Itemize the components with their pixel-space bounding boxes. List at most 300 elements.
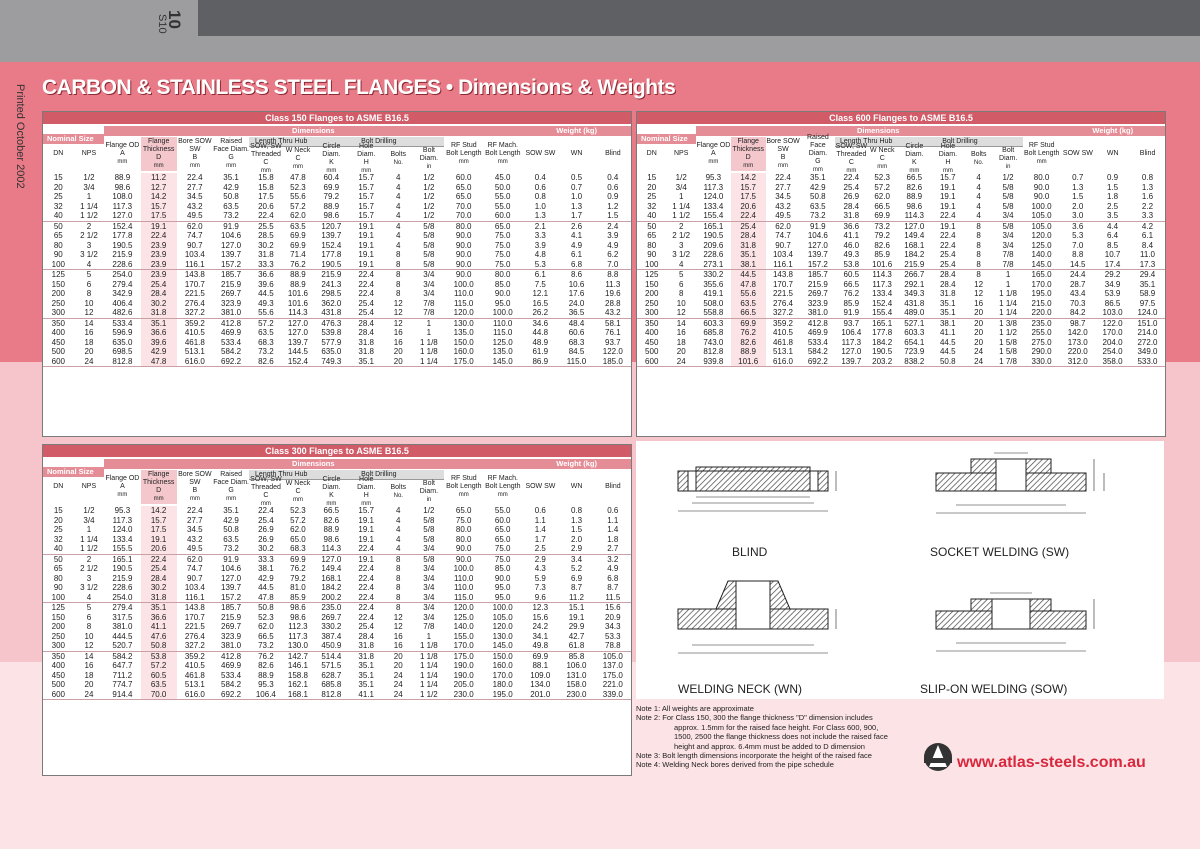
table-cell: 250 (645, 298, 659, 308)
table-cell: 190.0 (453, 661, 474, 670)
table-cell: 1 1/4 (80, 534, 98, 544)
table-cell: 70.0 (455, 201, 472, 211)
table-cell: 0.8 (1141, 173, 1154, 182)
col-header-5 (213, 470, 249, 504)
table-row (43, 250, 631, 260)
table-cell: 109.0 (530, 670, 551, 680)
table-cell: 155.4 (867, 308, 896, 318)
table-cell: 330.2 (321, 622, 342, 631)
table-cell: 6.1 (1141, 231, 1154, 240)
table-cell: 75.0 (494, 554, 511, 564)
table-cell: 596.9 (112, 328, 133, 337)
table-cell: 1/2 (414, 211, 445, 221)
table-cell: 0.5 (570, 173, 583, 182)
table-cell: 269.7 (221, 622, 242, 631)
table-cell: 85.9 (283, 593, 314, 603)
col-header-16 (595, 470, 631, 504)
table-cell: 711.2 (112, 670, 133, 680)
table-cell: 10 (676, 298, 686, 308)
col-header-unit: mm (189, 496, 200, 502)
table-cell: 3/4 (423, 612, 435, 622)
table-cell: 125 (645, 270, 659, 279)
table-cell: 1 (1005, 270, 1011, 279)
table-cell: 150 (51, 279, 65, 289)
table-cell: 133.4 (872, 289, 893, 298)
table-cell: 266.7 (904, 270, 925, 279)
table-cell: 8 (976, 221, 981, 231)
table-cell: 41.1 (349, 690, 382, 700)
col-header-letter: B (192, 154, 198, 161)
col-header-unit: mm (326, 168, 337, 174)
table-cell: 127.0 (104, 211, 140, 221)
table-cell: 692.2 (800, 357, 835, 367)
table-cell: 24 (666, 357, 695, 367)
table-cell: 4.4 (1106, 221, 1119, 231)
atlas-logo (920, 740, 956, 774)
col-header-unit: mm (942, 168, 953, 174)
table-cell: 4.3 (534, 564, 546, 573)
table-cell: 114.3 (872, 270, 892, 279)
table-cell: 18 (84, 670, 94, 680)
table-cell: 1 3/8 (999, 318, 1017, 328)
table-cell: 20 (383, 357, 414, 367)
table-cell: 22.4 (349, 544, 382, 554)
table-cell: 36.6 (141, 328, 177, 338)
table-cell: 155.4 (696, 211, 731, 221)
table-cell: 60.6 (568, 328, 585, 337)
table-cell: 80.0 (1033, 173, 1050, 182)
table-row (637, 250, 1165, 260)
col-header-letter: G (228, 487, 234, 494)
table-cell: 41.1 (939, 328, 956, 337)
table-cell: 5/8 (423, 250, 435, 259)
table-cell: 2.6 (570, 221, 583, 231)
table-cell: 0.9 (1106, 173, 1119, 182)
table-cell: 215.9 (221, 279, 242, 289)
col-header-4 (766, 137, 801, 171)
class600-table (637, 173, 1165, 367)
table-row (43, 574, 631, 584)
table-cell: 533.4 (112, 318, 133, 328)
col-header-label: RF Stud Bolt Length (446, 142, 482, 157)
table-cell: 90.7 (187, 573, 203, 583)
table-cell: 1 1/4 (414, 357, 445, 367)
table-cell: 15.7 (358, 173, 374, 182)
table-cell: 412.8 (221, 318, 242, 328)
table-cell: 3/4 (423, 603, 435, 612)
col-header-unit: mm (326, 501, 337, 507)
col-header-label: DN (53, 483, 64, 490)
col-header-7 (283, 147, 314, 171)
table-cell: 24.4 (1069, 270, 1086, 279)
table-row (43, 680, 631, 690)
table-cell: 115.0 (492, 328, 513, 337)
table-cell: 616.0 (177, 690, 213, 700)
table-cell: 20 (647, 182, 657, 192)
class300-panel (42, 444, 632, 776)
table-cell: 8 (395, 564, 401, 573)
table-cell: 327.2 (177, 308, 213, 318)
table-cell: 117.3 (703, 182, 724, 192)
col-header-letter: D (156, 154, 162, 161)
table-cell: 60.0 (494, 515, 511, 525)
table-cell: 90.0 (455, 270, 472, 279)
table-cell: 97.5 (1139, 298, 1156, 308)
col-header-label: W Neck (285, 480, 311, 487)
table-cell: 60.5 (843, 270, 860, 279)
table-row (43, 299, 631, 309)
table-cell: 80.0 (455, 525, 472, 534)
table-cell: 513.1 (772, 347, 794, 356)
table-cell: 62.0 (775, 221, 791, 231)
table-cell: 43.2 (187, 201, 203, 211)
table-cell: 19.1 (358, 515, 374, 525)
table-cell: 323.9 (221, 631, 242, 641)
table-cell: 57.2 (290, 515, 306, 525)
table-cell: 127.0 (321, 554, 342, 564)
table-cell: 5/8 (423, 221, 435, 231)
table-cell: 2.7 (595, 544, 631, 554)
table-cell: 3/4 (414, 593, 445, 603)
table-cell: 85.0 (494, 279, 511, 289)
table-cell: 25 (53, 192, 63, 201)
table-cell: 327.2 (177, 641, 213, 651)
table-cell: 177.8 (112, 231, 133, 240)
table-cell: 10.7 (1104, 250, 1121, 259)
table-cell: 15.6 (605, 603, 621, 612)
col-header-unit: mm (117, 492, 128, 498)
table-cell: 35.1 (141, 318, 177, 328)
col-header-unit: mm (497, 492, 508, 498)
table-cell: 175.0 (453, 651, 474, 661)
table-cell: 914.4 (104, 690, 140, 700)
table-cell: 98.6 (323, 534, 340, 544)
table-cell: 73.2 (258, 347, 274, 356)
table-cell: 8.8 (607, 270, 619, 279)
col-header-label: Flange OD (105, 475, 140, 482)
table-cell: 66.5 (323, 506, 340, 515)
table-cell: 7/8 (423, 622, 435, 631)
table-cell: 127.0 (221, 240, 242, 250)
table-cell: 65.0 (494, 534, 511, 544)
table-cell: 110.0 (453, 583, 474, 592)
table-cell: 60.0 (455, 173, 472, 182)
table-cell: 4 (395, 534, 401, 544)
table-cell: 228.6 (104, 260, 140, 270)
table-row (43, 231, 631, 241)
table-cell: 124.0 (703, 192, 724, 201)
table-cell: 19.1 (358, 240, 374, 250)
table-cell: 0.4 (607, 173, 619, 182)
table-cell: 28.8 (605, 298, 621, 308)
table-cell: 27.7 (187, 182, 203, 192)
col-header-4 (177, 137, 213, 171)
table-row (637, 183, 1165, 193)
table-cell: 127.0 (841, 347, 862, 356)
table-cell: 35.1 (810, 173, 826, 182)
table-cell: 203.2 (867, 357, 896, 367)
table-cell: 24.2 (532, 622, 549, 631)
table-cell: 14.5 (1060, 260, 1095, 270)
col-header-letter: H (363, 159, 369, 166)
table-cell: 185.0 (595, 357, 631, 367)
table-cell: 3 (86, 573, 92, 583)
table-cell: 17.5 (141, 211, 177, 221)
table-cell: 7.5 (534, 279, 546, 289)
table-cell: 36.6 (141, 613, 177, 623)
col-header-11 (993, 147, 1022, 171)
col-header-8 (313, 143, 349, 174)
table-cell: 168.1 (904, 240, 925, 250)
table-cell: 36.6 (843, 221, 860, 231)
table-cell: 93.7 (843, 318, 860, 328)
table-cell: 22.4 (932, 211, 964, 221)
table-cell: 250 (51, 631, 65, 641)
table-cell: 30.2 (249, 544, 282, 554)
table-cell: 184.2 (321, 583, 342, 592)
table-cell: 514.4 (321, 651, 342, 661)
table-cell: 43.2 (187, 534, 203, 544)
table-cell: 15.8 (258, 173, 274, 182)
table-cell: 1 (678, 192, 684, 201)
table-cell: 1/2 (423, 192, 435, 201)
col-header-label: Flange Thickness (732, 138, 764, 153)
table-cell: 106.4 (249, 690, 282, 700)
table-cell: 25.4 (358, 622, 374, 631)
table-cell: 2.1 (534, 221, 546, 231)
table-cell: 5 (86, 270, 92, 279)
table-cell: 190.5 (872, 347, 893, 356)
col-header-label: SOW SW (525, 150, 556, 157)
table-cell: 0.9 (607, 192, 619, 201)
table-cell: 12 (666, 308, 695, 318)
table-cell: 115.0 (444, 593, 483, 603)
slipon-drawing (936, 593, 1094, 651)
table-cell: 29.2 (1104, 270, 1121, 279)
table-cell: 74.7 (187, 231, 203, 240)
table-cell: 42.9 (223, 515, 239, 525)
table-cell: 162.1 (287, 680, 308, 689)
table-cell: 73.2 (874, 221, 890, 231)
class150-table (43, 173, 631, 367)
table-cell: 53.8 (835, 260, 867, 270)
table-cell: 1/2 (423, 201, 435, 211)
table-cell: 69.9 (290, 554, 306, 564)
table-cell: 190.5 (703, 231, 724, 240)
table-cell: 7.0 (1072, 240, 1084, 250)
table-cell: 1 (426, 328, 432, 337)
table-cell: 68.3 (283, 544, 314, 554)
table-cell: 80.0 (455, 534, 472, 544)
col-header-1 (74, 137, 105, 171)
table-cell: 152.4 (872, 298, 893, 308)
table-cell: 43.2 (775, 201, 791, 211)
website-link[interactable]: www.atlas-steels.com.au (957, 754, 1146, 771)
table-cell: 228.6 (112, 583, 133, 592)
table-cell: 69.9 (290, 231, 306, 240)
table-cell: 685.8 (321, 680, 342, 689)
table-cell: 444.5 (112, 631, 133, 641)
table-cell: 635.0 (321, 347, 342, 356)
table-cell: 31.8 (141, 308, 177, 318)
table-cell: 44.5 (939, 347, 956, 356)
table-cell: 292.1 (904, 279, 925, 289)
table-cell: 101.6 (731, 357, 766, 367)
table-cell: 133.4 (703, 201, 724, 211)
table-cell: 1 1/2 (999, 328, 1017, 337)
table-cell: 3.9 (534, 240, 546, 250)
col-header-label: SOW SW (525, 483, 556, 490)
table-cell: 4 (395, 182, 401, 192)
table-cell: 603.3 (703, 318, 724, 328)
table-cell: 31.8 (731, 241, 766, 251)
col-header-letter: A (120, 150, 125, 157)
table-cell: 269.7 (807, 289, 828, 298)
col-header-label: RF Mach. Bolt Length (485, 142, 521, 157)
table-cell: 5/8 (423, 534, 435, 544)
table-cell: 125 (51, 270, 65, 279)
table-cell: 276.4 (184, 298, 205, 308)
col-header-label: NPS (81, 483, 97, 490)
table-cell: 68.3 (258, 337, 274, 347)
table-cell: 254.0 (104, 593, 140, 603)
table-cell: 31.8 (358, 337, 374, 347)
table-cell: 35.1 (939, 298, 956, 308)
col-header-2 (104, 137, 140, 171)
table-cell: 1 1/2 (666, 211, 695, 221)
col-header-label: Raised Face Diam. (213, 471, 249, 486)
col-header-9 (350, 143, 383, 174)
table-cell: 8 (395, 250, 401, 259)
col-header-unit: mm (708, 159, 719, 165)
table-cell: 4.9 (570, 240, 583, 250)
table-cell: 69.9 (867, 211, 896, 221)
table-cell: 250 (51, 298, 65, 308)
col-header-label: Flange OD (105, 142, 140, 149)
table-cell: 1.3 (1072, 182, 1084, 192)
col-header-unit: mm (361, 501, 372, 507)
table-cell: 205.0 (453, 680, 474, 689)
col-header-label: DN (53, 150, 64, 157)
table-cell: 80.0 (455, 221, 472, 231)
table-cell: 34.5 (775, 192, 791, 201)
col-header-label: NPS (674, 150, 689, 157)
table-cell: 98.7 (1069, 318, 1086, 328)
table-cell: 16 (84, 661, 94, 670)
col-header-0 (43, 137, 74, 171)
table-cell: 34.5 (187, 525, 203, 534)
table-cell: 16.5 (532, 298, 549, 308)
table-cell: 117.3 (112, 201, 133, 211)
table-cell: 14.2 (731, 173, 766, 183)
table-cell: 173.0 (1067, 337, 1088, 347)
table-cell: 22.4 (731, 211, 766, 221)
table-cell: 63.5 (258, 328, 274, 337)
table-cell: 31.8 (349, 641, 382, 651)
table-cell: 61.9 (532, 347, 549, 356)
table-cell: 75.0 (483, 260, 522, 270)
table-cell: 1 1/4 (419, 661, 438, 670)
weight-header: Weight (kg) (522, 459, 631, 469)
table-cell: 6 (678, 279, 684, 289)
table-cell: 22.4 (358, 270, 374, 279)
table-cell: 339.0 (595, 690, 631, 700)
table-cell: 124.0 (112, 525, 133, 534)
col-header-label: Blind (605, 150, 621, 157)
table-cell: 88.9 (906, 192, 923, 201)
table-cell: 90.0 (455, 231, 472, 240)
col-header-15 (559, 470, 595, 504)
table-cell: 22.4 (358, 612, 374, 622)
table-cell: 65.0 (455, 192, 472, 201)
table-cell: 279.4 (112, 603, 133, 612)
table-cell: 1 1/2 (74, 211, 105, 221)
table-cell: 350 (645, 318, 659, 328)
table-cell: 4 (383, 544, 414, 554)
col-header-label: WN (570, 150, 583, 157)
table-row (637, 328, 1165, 338)
table-cell: 3/4 (423, 564, 435, 573)
table-cell: 6 (86, 279, 92, 289)
table-cell: 134.0 (530, 680, 551, 689)
table-cell: 158.8 (287, 670, 308, 680)
table-cell: 469.9 (807, 328, 828, 337)
col-header-13 (483, 137, 522, 171)
table-cell: 114.3 (313, 544, 349, 554)
table-row (43, 603, 631, 613)
table-cell: 41.1 (141, 622, 177, 632)
table-cell: 359.2 (772, 318, 794, 328)
table-cell: 1.7 (534, 534, 546, 544)
table-cell: 62.0 (258, 622, 274, 631)
col-header-letter: B (780, 154, 786, 161)
table-cell: 4 (976, 201, 981, 211)
table-cell: 5 (678, 270, 684, 279)
table-cell: 190.5 (112, 240, 133, 250)
table-cell: 279.4 (112, 279, 133, 289)
table-cell: 80 (647, 240, 657, 250)
col-header-letter: H (945, 159, 951, 166)
table-cell: 76.2 (258, 651, 274, 661)
table-cell: 42.9 (258, 573, 274, 583)
table-cell: 12 (74, 308, 105, 318)
col-header-label: W Neck (285, 147, 311, 154)
table-cell: 3.5 (1095, 211, 1130, 221)
table-cell: 419.1 (703, 289, 724, 298)
table-cell: 95.0 (483, 593, 522, 603)
table-cell: 7/8 (1002, 250, 1014, 259)
table-cell: 15.7 (731, 183, 766, 193)
table-cell: 78.8 (595, 641, 631, 651)
table-cell: 90 (53, 583, 63, 592)
table-cell: 25.4 (141, 280, 177, 290)
table-cell: 812.8 (703, 347, 724, 356)
col-header-label: Hole Diam. (357, 476, 376, 491)
table-cell: 4 (666, 260, 695, 270)
table-cell: 2 1/2 (80, 564, 98, 573)
col-header-letter: C (295, 155, 301, 162)
weight-header: Weight (kg) (1060, 126, 1165, 136)
table-cell: 120.0 (453, 603, 474, 612)
table-cell: 1 1/2 (414, 690, 445, 700)
table-cell: 312.0 (1060, 357, 1095, 367)
table-cell: 88.1 (532, 661, 549, 670)
table-cell: 85.8 (568, 651, 585, 661)
table-cell: 201.0 (522, 690, 558, 700)
table-cell: 20.9 (605, 612, 621, 622)
table-cell: 11.2 (558, 593, 594, 603)
table-cell: 12.3 (532, 603, 549, 612)
